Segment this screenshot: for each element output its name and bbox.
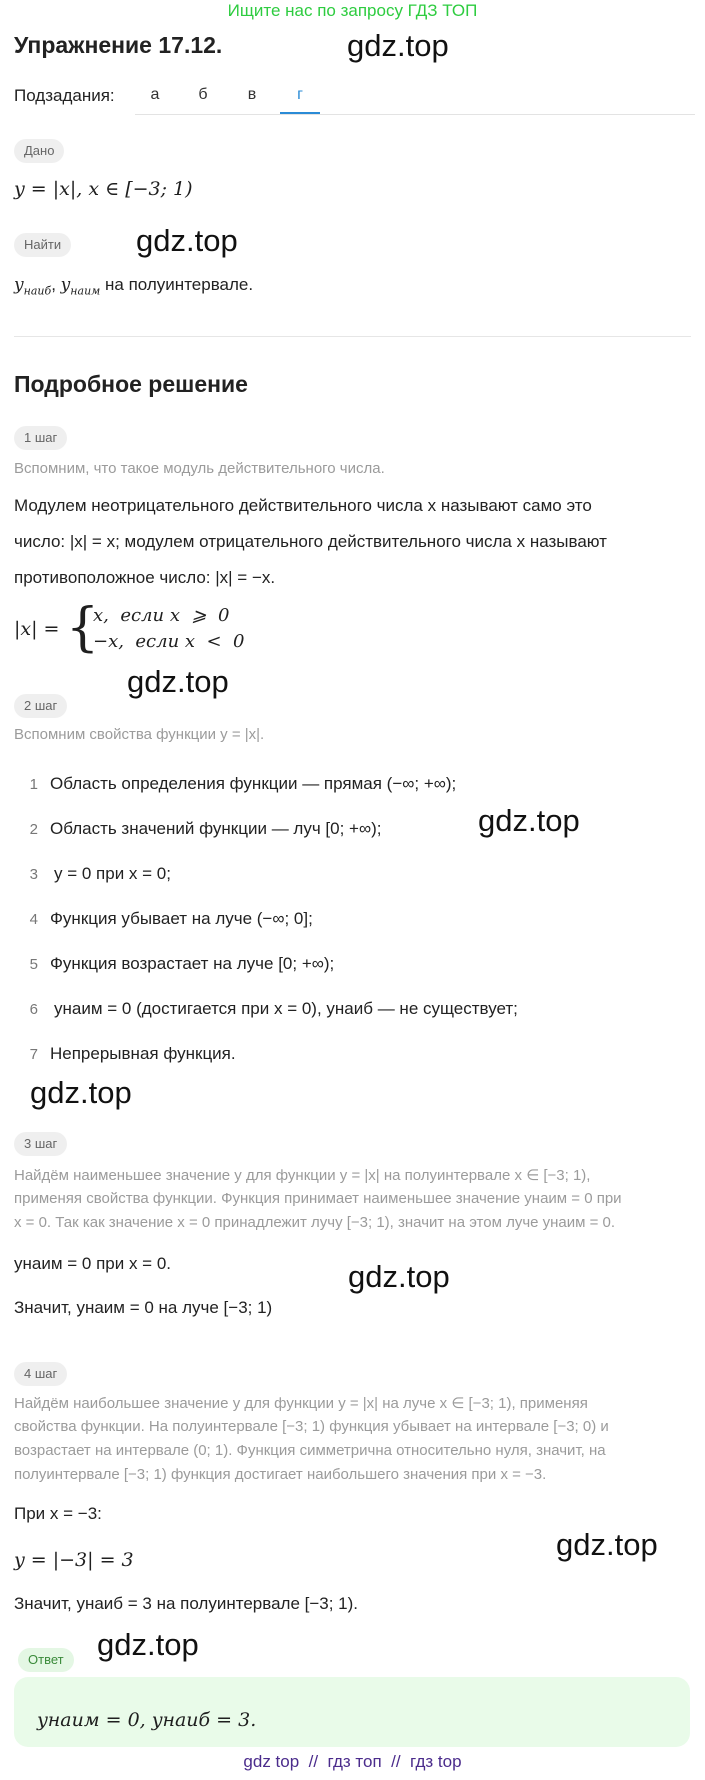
list-item: Функция возрастает на луче [0; +∞); [50,954,335,973]
active-tab-indicator [280,112,320,114]
piecewise-lhs: |x| = [14,618,60,640]
step4-chip: 4 шаг [14,1362,67,1386]
footer-links [0,1752,705,1772]
list-item-number: 4 [29,911,38,928]
footer-link-3[interactable]: гдз top [410,1752,462,1771]
y-max-subscript: наиб [23,284,52,298]
step4-hint-1: Найдём наибольшее значение y для функции y = |x| на луче x ∈ [−3; 1), применяя [14,1395,588,1412]
watermark: gdz.top [136,223,238,258]
step1-line3: противоположное число: |x| = −x. [14,568,276,587]
footer-link-1[interactable]: gdz top [243,1752,300,1771]
watermark: gdz.top [478,803,580,838]
watermark: gdz.top [127,664,229,699]
step1-hint: Вспомним, что такое модуль действительного числа. [14,460,385,477]
list-item-number: 3 [29,866,38,883]
search-banner: Ищите нас по запросу ГДЗ ТОП [227,1,478,20]
step2-hint: Вспомним свойства функции y = |x|. [14,726,265,743]
footer-separator: // [391,1752,401,1771]
step3-hint-3: x = 0. Так как значение x = 0 принадлежит лучу [−3; 1), значит на этом луче yнаим = 0. [14,1214,616,1231]
subtasks-label: Подзадания: [14,86,115,105]
watermark: gdz.top [97,1627,199,1662]
find-chip: Найти [14,233,71,257]
step4-hint-2: свойства функции. На полуинтервале [−3; 1) функция убывает на интервале [−3; 0) и [14,1418,609,1435]
tab-a[interactable]: а [150,86,160,103]
list-item-number: 1 [29,776,38,793]
step3-chip: 3 шаг [14,1132,67,1156]
find-text: на полуинтервале. [105,275,254,294]
list-item-number: 7 [29,1046,38,1063]
tab-b[interactable]: б [198,86,208,103]
list-item: Функция убывает на луче (−∞; 0]; [50,909,313,928]
y-min-subscript: наим [70,284,101,298]
step3-hint-2: применяя свойства функции. Функция принимает наименьшее значение yнаим = 0 при [14,1190,622,1207]
footer-separator: // [308,1752,319,1771]
solution-title: Подробное решение [14,371,248,397]
piecewise-case-1: x, если x ⩾ 0 [93,605,230,626]
list-item-number: 6 [29,1001,38,1018]
section-divider [14,336,691,337]
watermark: gdz.top [347,28,449,63]
step4-line-3: Значит, yнаиб = 3 на полуинтервале [−3; 1). [14,1594,359,1613]
tab-v[interactable]: в [247,86,257,103]
list-item: Непрерывная функция. [50,1044,236,1063]
exercise-title: Упражнение 17.12. [14,32,223,58]
footer-link-2[interactable]: гдз топ [327,1752,382,1771]
piecewise-brace: { [66,598,100,658]
watermark: gdz.top [556,1527,658,1562]
list-item-number: 5 [29,956,38,973]
step3-line-1: yнаим = 0 при x = 0. [14,1254,172,1273]
piecewise-case-2: −x, если x < 0 [93,631,245,652]
list-item-number: 2 [29,821,38,838]
list-item: Область значений функции — луч [0; +∞); [50,819,382,838]
list-item: Область определения функции — прямая (−∞; +∞); [50,774,457,793]
find-statement: $y_{наиб}$, $y_{наим}$ на полуинтервале. [14,275,254,298]
tabs-divider [135,114,695,115]
step4-hint-4: полуинтервале [−3; 1) функция достигает наибольшего значения при x = −3. [14,1466,547,1483]
answer-chip: Ответ [18,1648,74,1672]
list-item: y = 0 при x = 0; [54,864,171,883]
y-max-symbol: y [14,275,24,295]
tab-g[interactable]: г [297,86,303,103]
step3-hint-1: Найдём наименьшее значение y для функции y = |x| на полуинтервале x ∈ [−3; 1), [14,1167,591,1184]
step1-line1: Модулем неотрицательного действительного числа x называют само это [14,496,592,515]
watermark: gdz.top [30,1075,132,1110]
y-min-symbol: y [60,275,71,295]
step1-chip: 1 шаг [14,426,67,450]
given-formula: y = |x|, x ∈ [−3; 1) [14,178,193,200]
given-chip: Дано [14,139,64,163]
answer-text: yнаим = 0, yнаиб = 3. [37,1709,257,1731]
list-item: yнаим = 0 (достигается при x = 0), yнаиб — не существует; [54,999,518,1018]
step2-chip: 2 шаг [14,694,67,718]
step4-line-1: При x = −3: [14,1504,102,1523]
watermark: gdz.top [348,1259,450,1294]
step1-line2: число: |x| = x; модулем отрицательного действительного числа x называют [14,532,607,551]
step4-hint-3: возрастает на интервале (0; 1). Функция симметрична относительно нуля, значит, на [14,1442,606,1459]
step3-line-2: Значит, yнаим = 0 на луче [−3; 1) [14,1298,273,1317]
step4-line-2: y = |−3| = 3 [14,1549,134,1571]
